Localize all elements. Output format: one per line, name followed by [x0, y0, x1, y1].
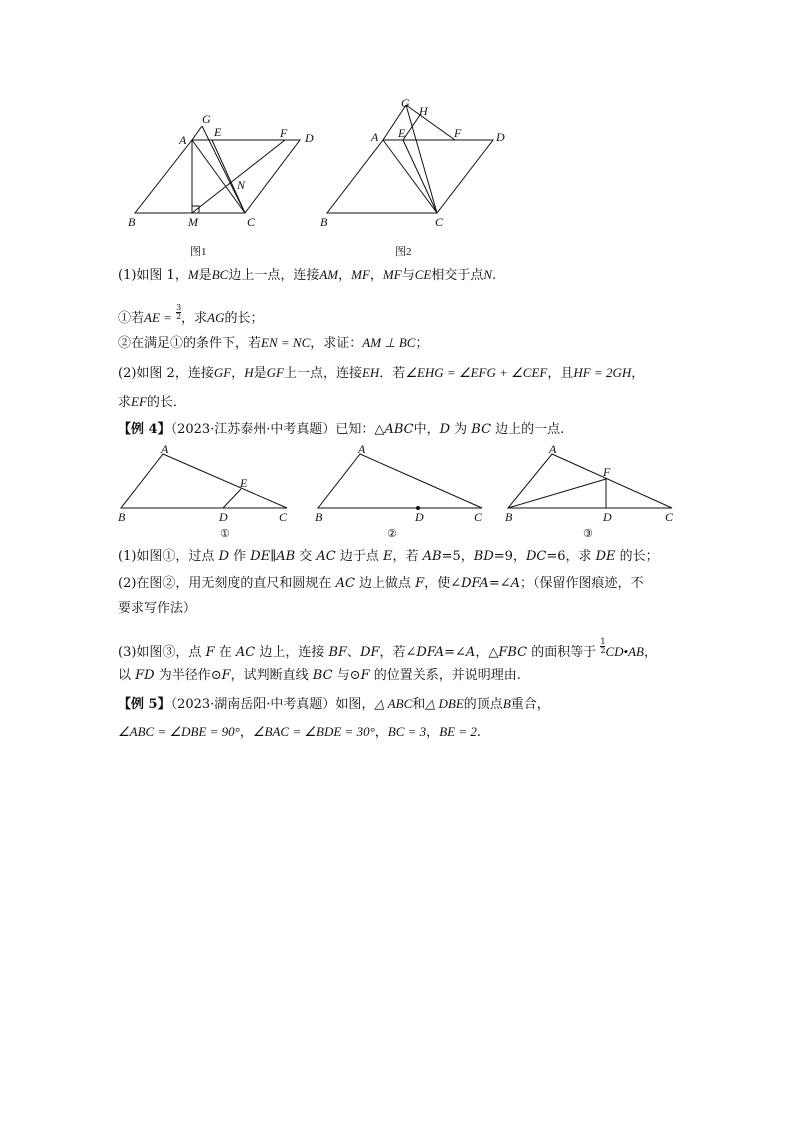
ex41-text: =6，求 — [546, 549, 596, 564]
ex41-v: BD — [473, 549, 494, 564]
fig1-label-n: N — [237, 178, 246, 192]
example-4-part-2b — [118, 600, 196, 618]
ex42-text: =∠ — [488, 576, 511, 591]
q2-text: ， — [231, 366, 245, 381]
ex43-text: 边上，连接 — [255, 645, 329, 660]
ex43-end: ， — [643, 645, 657, 660]
fig5-label-d: D — [603, 510, 612, 524]
ex43-v: DFA — [416, 645, 445, 660]
q1-text: (1)如图 1， — [118, 268, 188, 283]
q2-text: 上一点，连接 — [283, 366, 362, 381]
ex43-num: 1 — [600, 637, 606, 646]
ex41-v: DE — [595, 549, 616, 564]
ex43b-text: 与⊙ — [332, 668, 361, 683]
ex5-math: △ DBE — [425, 696, 464, 711]
q1-text: 是 — [198, 268, 212, 283]
ex5b-text: . — [476, 725, 481, 740]
q2-math: HF = 2GH — [573, 365, 632, 380]
ex41-text: ∥ — [270, 549, 277, 564]
ex5b-math: ∠BAC = ∠BDE = 30° — [252, 724, 375, 739]
q1b-text: ②在满足①的条件下，若 — [118, 336, 262, 351]
q1-am: AM — [319, 267, 339, 282]
q1-text: 相交于点 — [431, 268, 484, 283]
q2-math: GF — [213, 365, 232, 380]
question-1b-line — [118, 334, 429, 353]
ex41-text: =9， — [493, 549, 526, 564]
example-5-header — [118, 695, 550, 714]
q1-mf: MF — [351, 267, 370, 282]
ex43b-v: F — [360, 668, 370, 683]
ex5b-text: ， — [239, 725, 253, 740]
fig3-label-b: B — [118, 510, 126, 524]
example-4-header — [118, 421, 564, 439]
ex43b-text: 为半径作⊙ — [154, 668, 222, 683]
q1-text: 边上一点，连接 — [228, 268, 320, 283]
q1-text: ， — [369, 268, 383, 283]
fig2-label-g: G — [401, 96, 410, 110]
q1a-suffix: ，求 — [181, 311, 208, 326]
ex5b-math: BE = 2 — [439, 724, 477, 739]
fig4-label-a: A — [358, 445, 366, 456]
fig1-label-g: G — [202, 112, 211, 126]
ex42-text: 边上做点 — [354, 576, 416, 591]
ex43b-text: 的位置关系，并说明理由. — [369, 668, 521, 683]
fig1-label-b: B — [128, 215, 136, 229]
ex41-text: 边于点 — [335, 549, 384, 564]
ex43-v: A — [465, 645, 476, 660]
q1-m: M — [187, 267, 199, 282]
fig5-label-f: F — [603, 465, 611, 479]
example-5-conditions — [118, 723, 481, 742]
ex41-v: AB — [422, 549, 442, 564]
q2b-math: EF — [131, 394, 147, 409]
ex43-v: BF — [328, 645, 348, 660]
ex5b-text: ， — [374, 725, 388, 740]
q1a-den: 2 — [176, 312, 182, 321]
fig3-label-d: D — [219, 510, 228, 524]
q1a-num: 3 — [176, 303, 182, 312]
ex5-text: 的顶点 — [463, 697, 503, 712]
ex42-text: ，使∠ — [424, 576, 462, 591]
q1a-ag: AG — [207, 310, 225, 325]
q2-math: GF — [266, 365, 284, 380]
q1-bc: BC — [211, 267, 229, 282]
question-1a-line — [118, 304, 264, 328]
ex41-text: 交 — [295, 549, 317, 564]
ex43b-v: F — [221, 668, 231, 683]
ex43-v: DF — [360, 645, 380, 660]
fig4-label-c: C — [474, 510, 483, 524]
ex41-text: ，若 — [392, 549, 423, 564]
ex4-bc: BC — [471, 422, 492, 437]
figure-circled-3 — [500, 445, 680, 540]
ex43-v: FBC — [498, 645, 528, 660]
ex5b-math: BC = 3 — [387, 724, 427, 739]
ex43-den: 2 — [600, 646, 606, 655]
ex43-text: ，若∠ — [379, 645, 417, 660]
ex43-text: 在 — [214, 645, 236, 660]
fig2-label-c: C — [435, 215, 444, 229]
q1-text: . — [492, 268, 497, 283]
figure-2 — [315, 95, 525, 260]
fig4-caption: ② — [387, 528, 397, 540]
q2-math: EH — [361, 365, 380, 380]
question-2b-line — [118, 393, 186, 412]
q1b-math: EN = NC — [261, 335, 311, 350]
fig3-label-e: E — [240, 476, 248, 490]
q2-text: ．若 — [379, 366, 406, 381]
ex43-text: ，△ — [475, 645, 499, 660]
ex43b-v: BC — [312, 668, 333, 683]
ex43-text: (3)如图③，点 — [118, 645, 206, 660]
question-2-line — [118, 364, 644, 383]
ex41-text: (1)如图①，过点 — [118, 549, 219, 564]
ex4-text: 为 — [450, 422, 472, 437]
ex42b-text: 要求写作法） — [118, 601, 197, 616]
ex43b-text: ，试判断直线 — [230, 668, 313, 683]
q2-math: H — [244, 365, 254, 380]
ex5-math: B — [502, 696, 511, 711]
ex5-tag: 【例 5】 — [118, 697, 171, 712]
fig1-label-m: M — [188, 215, 198, 229]
q1-text: ， — [338, 268, 352, 283]
fig4-label-d: D — [415, 510, 424, 524]
ex41-text: 的长； — [615, 549, 659, 564]
q1a-prefix: ①若 — [118, 311, 145, 326]
ex43b-v: FD — [135, 668, 155, 683]
ex43-text: =∠ — [444, 645, 466, 660]
fig5-caption: ③ — [583, 528, 593, 540]
ex43b-text: 以 — [118, 668, 136, 683]
fig3-caption: ① — [220, 528, 230, 540]
ex41-text: 作 — [229, 549, 251, 564]
figure-circled-2 — [312, 445, 492, 540]
fig5-label-a: A — [549, 445, 557, 456]
ex43-text: 、 — [347, 645, 361, 660]
ex42-text: (2)在图②，用无刻度的直尺和圆规在 — [118, 576, 336, 591]
ex5-math: △ ABC — [374, 696, 413, 711]
ex5b-text: ， — [426, 725, 440, 740]
ex4-tag: 【例 4】 — [118, 422, 171, 437]
fig2-label-d: D — [496, 130, 505, 144]
fig2-label-f: F — [454, 126, 462, 140]
q1-text: 与 — [401, 268, 415, 283]
q1a-math: AE = — [144, 310, 172, 325]
fig2-label-a: A — [371, 130, 379, 144]
ex4-text: 中， — [413, 422, 440, 437]
fig1-caption: 图1 — [190, 246, 207, 258]
ex5b-math: ∠ABC = ∠DBE = 90° — [118, 724, 240, 739]
figure-1 — [120, 108, 330, 258]
fig1-label-a: A — [179, 133, 187, 147]
ex42-v: DFA — [461, 576, 489, 591]
fig5-label-b: B — [505, 510, 513, 524]
ex41-v: E — [383, 549, 393, 564]
ex4-text: （2023·江苏泰州·中考真题）已知：△ — [170, 422, 385, 437]
fig1-label-e: E — [214, 125, 222, 139]
ex43-text: 的面积等于 — [527, 645, 597, 660]
fig4-label-b: B — [315, 510, 323, 524]
ex41-v: D — [218, 549, 229, 564]
example-4-part-3 — [118, 638, 657, 662]
q2b-text: 求 — [118, 395, 132, 410]
ex42-v: F — [415, 576, 425, 591]
example-4-part-2 — [118, 575, 644, 593]
ex43-v: F — [205, 645, 215, 660]
example-4-part-3b — [118, 667, 521, 685]
ex4-abc: ABC — [384, 422, 414, 437]
ex5-text: 重合， — [510, 697, 550, 712]
fig2-label-e: E — [398, 126, 406, 140]
fig3-label-a: A — [161, 445, 169, 456]
q2-math: ∠EHG = ∠EFG + ∠CEF — [405, 365, 548, 380]
ex4-text: 边上的一点. — [491, 422, 565, 437]
q2-text: (2)如图 2，连接 — [118, 366, 214, 381]
q1-n: N — [483, 267, 493, 282]
q2-text: ，且 — [547, 366, 574, 381]
q1b-text: ； — [415, 336, 429, 351]
q1b-math: AM ⊥ BC — [362, 335, 416, 350]
example-4-part-1 — [118, 548, 659, 566]
fig5-label-c: C — [665, 510, 674, 524]
fig2-label-b: B — [320, 215, 328, 229]
q1b-text: ，求证： — [310, 336, 363, 351]
ex41-v: DE — [250, 549, 271, 564]
ex42-v: A — [510, 576, 520, 591]
ex41-text: =5， — [441, 549, 474, 564]
ex4-d: D — [439, 422, 451, 437]
q1-ce: CE — [414, 267, 432, 282]
ex42-v: AC — [335, 576, 355, 591]
ex43-v: AC — [235, 645, 256, 660]
ex41-v: DC — [525, 549, 547, 564]
fig1-label-f: F — [280, 126, 288, 140]
q2-text: ， — [631, 366, 645, 381]
fig1-label-d: D — [305, 131, 314, 145]
q2-text: 是 — [253, 366, 267, 381]
q1a-end: 的长； — [224, 311, 264, 326]
fig2-caption: 图2 — [395, 246, 412, 258]
ex41-v: AC — [316, 549, 336, 564]
question-1-line — [118, 266, 496, 285]
fig3-label-c: C — [279, 510, 288, 524]
ex42-text: ；（保留作图痕迹，不 — [520, 576, 644, 591]
ex5-text: （2023·湖南岳阳·中考真题）如图， — [170, 697, 375, 712]
ex43-tail: CD•AB — [605, 644, 644, 659]
ex41-v: AB — [276, 549, 296, 564]
figure-circled-1 — [115, 445, 295, 540]
ex5-text: 和 — [412, 697, 426, 712]
fig1-label-c: C — [247, 215, 256, 229]
q2b-text: 的长． — [146, 395, 186, 410]
q1-mf2: MF — [382, 267, 402, 282]
fig2-label-h: H — [419, 104, 428, 118]
